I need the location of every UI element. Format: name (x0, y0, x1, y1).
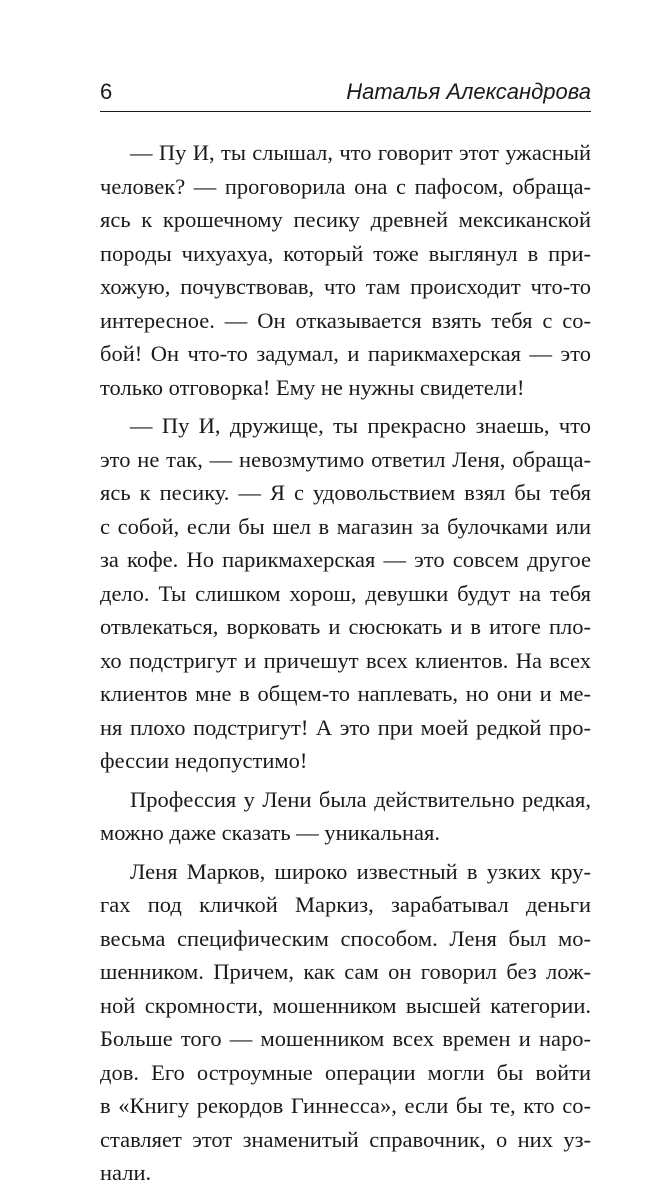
text-line: можно даже сказать — уникальная. (100, 820, 440, 845)
text-line: человек? — проговорила она с пафосом, обраща- (100, 173, 591, 199)
text-line: бой! Он что-то задумал, и парикмахерская — это (100, 341, 591, 366)
text-line: — Пу И, дружище, ты прекрасно знаешь, что (130, 413, 591, 438)
paragraph (100, 136, 591, 404)
text-line: ня плохо подстригут! А это при моей редкой про- (100, 714, 591, 740)
text-line: это не так, — невозмутимо ответил Леня, обраща- (100, 446, 591, 472)
text-line: дов. Его остроумные операции могли бы войти (100, 1059, 591, 1085)
page-number: 6 (100, 79, 113, 104)
text-line: Леня Марков, широко известный в узких кру- (130, 858, 591, 884)
text-line: с собой, если бы шел в магазин за булочками или (100, 513, 591, 539)
text-line: интересное. — Он отказывается взять тебя с со- (100, 307, 591, 333)
text-line: шенником. Причем, как сам он говорил без лож- (100, 959, 591, 984)
text-line: Больше того — мошенником всех времен и наро- (100, 1026, 591, 1051)
paragraph (100, 409, 591, 778)
text-line: породы чихуахуа, который тоже выглянул в при- (100, 240, 591, 266)
text-line: нали. (100, 1160, 152, 1185)
header-rule (100, 111, 591, 112)
text-line: Профессия у Лени была действительно редкая, (130, 786, 591, 812)
running-header (100, 78, 591, 106)
text-line: весьма специфическим способом. Леня был мо- (100, 925, 591, 951)
running-title: Наталья Александрова (346, 79, 591, 104)
text-line: ясь к крошечному песику древней мексиканской (100, 207, 591, 232)
text-line: хо подстригут и причешут всех клиентов. На всех (100, 647, 591, 673)
body-text (100, 136, 591, 1195)
text-line: гах под кличкой Маркиз, зарабатывал деньги (100, 892, 591, 917)
text-line: дело. Ты слишком хорош, девушки будут на тебя (100, 580, 591, 606)
text-line: ясь к песику. — Я с удовольствием взял бы тебя (100, 480, 591, 505)
paragraph (100, 783, 591, 850)
paragraph (100, 855, 591, 1190)
text-line: отвлекаться, ворковать и сюсюкать и в итоге пло- (100, 614, 591, 639)
text-line: клиентов мне в общем-то наплевать, но они и ме- (100, 681, 591, 706)
text-line: только отговорка! Ему не нужны свидетели! (100, 374, 525, 400)
text-line: фессии недопустимо! (100, 748, 308, 773)
text-line: ной скромности, мошенником высшей категории. (100, 992, 591, 1018)
text-line: — Пу И, ты слышал, что говорит этот ужасный (130, 140, 591, 165)
text-line: в «Книгу рекордов Гиннесса», если бы те, кто со- (100, 1093, 591, 1118)
text-line: хожую, почувствовав, что там происходит что-то (100, 274, 591, 299)
text-line: за кофе. Но парикмахерская — это совсем другое (100, 547, 591, 572)
text-line: ставляет этот знаменитый справочник, о них уз- (100, 1126, 591, 1152)
